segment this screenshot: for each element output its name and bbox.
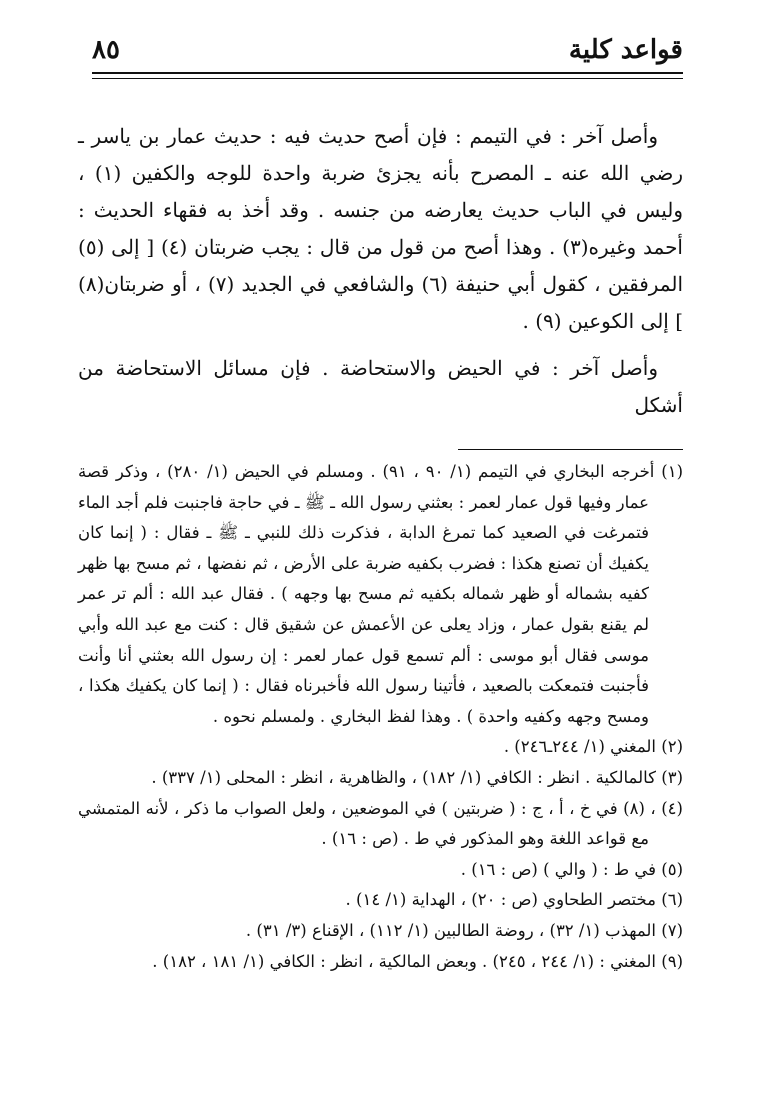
running-header — [92, 32, 683, 72]
footnote-2: (٢) المغني (١/ ٢٤٤ـ٢٤٦) . — [503, 737, 683, 757]
header-rule-thick — [92, 72, 683, 74]
footnote-7: (٧) المهذب (١/ ٣٢) ، روضة الطالبين (١/ ١١٢) ، الإقناع (٣/ ٣١) . — [245, 920, 683, 940]
paragraph-hayd: وأصل آخر : في الحيض والاستحاضة . فإن مسائل الاستحاضة من أشكل — [78, 356, 683, 417]
header-rule-thin — [92, 78, 683, 79]
main-text — [78, 118, 683, 434]
footnote-6: (٦) مختصر الطحاوي (ص : ٢٠) ، الهداية (١/ ١٤) . — [345, 890, 683, 910]
footnote-9: (٩) المغني : (١/ ٢٤٤ ، ٢٤٥) . وبعض المالكية ، انظر : الكافي (١/ ١٨١ ، ١٨٢) . — [152, 951, 683, 971]
footnote-separator — [458, 449, 683, 450]
footnote-5: (٥) في ط : ( والي ) (ص : ١٦) . — [460, 859, 683, 879]
paragraph-tayammum: وأصل آخر : في التيمم : فإن أصح حديث فيه : حديث عمار بن ياسر ـ رضي الله عنه ـ المصرح بأنه يجزئ ضربة واحدة للوجه والكفين (١) ، وليس في الباب حديث يعارضه من جنسه . وقد أخذ به فقهاء الحديث : أحمد وغيره(٣) . وهذا أصح من قول من قال : يجب ضربتان (٤) [ إلى (٥) المرفقين ، كقول أبي حنيفة (٦) والشافعي في الجديد (٧) ، أو ضربتان(٨) ] إلى الكوعين (٩) . — [78, 124, 684, 333]
running-title: قواعد كلية — [568, 35, 683, 65]
footnote-1: (١) أخرجه البخاري في التيمم (١/ ٩٠ ، ٩١) . ومسلم في الحيض (١/ ٢٨٠) ، وذكر قصة عمار وفيها قول عمار لعمر : بعثني رسول الله ـ ﷺ ـ في حاجة فاجنبت فلم أجد الماء فتمرغت في الصعيد كما تمرغ الدابة ، فذكرت ذلك للنبي ـ ﷺ ـ فقال : ( إنما كان يكفيك أن تصنع هكذا : فضرب بكفيه ضربة على الأرض ، ثم نفضها ، ثم مسح بها ظهر كفيه بشماله أو ظهر شماله بكفيه ثم مسح بها وجهه ) . فقال عبد الله : ألم تر عمر لم يقنع بقول عمار ، وزاد يعلى عن الأعمش عن شقيق قال : كنت مع عبد الله وأبي موسى فقال أبو موسى : ألم تسمع قول عمار لعمر : إن رسول الله بعثني أنا وأنت فأجنبت فتمعكت بالصعيد ، فأتينا رسول الله فأخبرناه فقال : ( إنما كان يكفيك هكذا ، ومسح وجهه وكفيه واحدة ) . وهذا لفظ البخاري . ولمسلم نحوه . — [78, 462, 683, 726]
footnote-4-8: (٤) ، (٨) في خ ، أ ، ج : ( ضربتين ) في الموضعين ، ولعل الصواب ما ذكر ، لأنه المتمشي مع قواعد اللغة وهو المذكور في ط . (ص : ١٦) . — [78, 798, 683, 849]
page-number: ٨٥ — [92, 35, 120, 65]
footnote-3: (٣) كالمالكية . انظر : الكافي (١/ ١٨٢) ، والظاهرية ، انظر : المحلى (١/ ٣٣٧) . — [151, 767, 683, 787]
footnotes — [78, 457, 683, 977]
